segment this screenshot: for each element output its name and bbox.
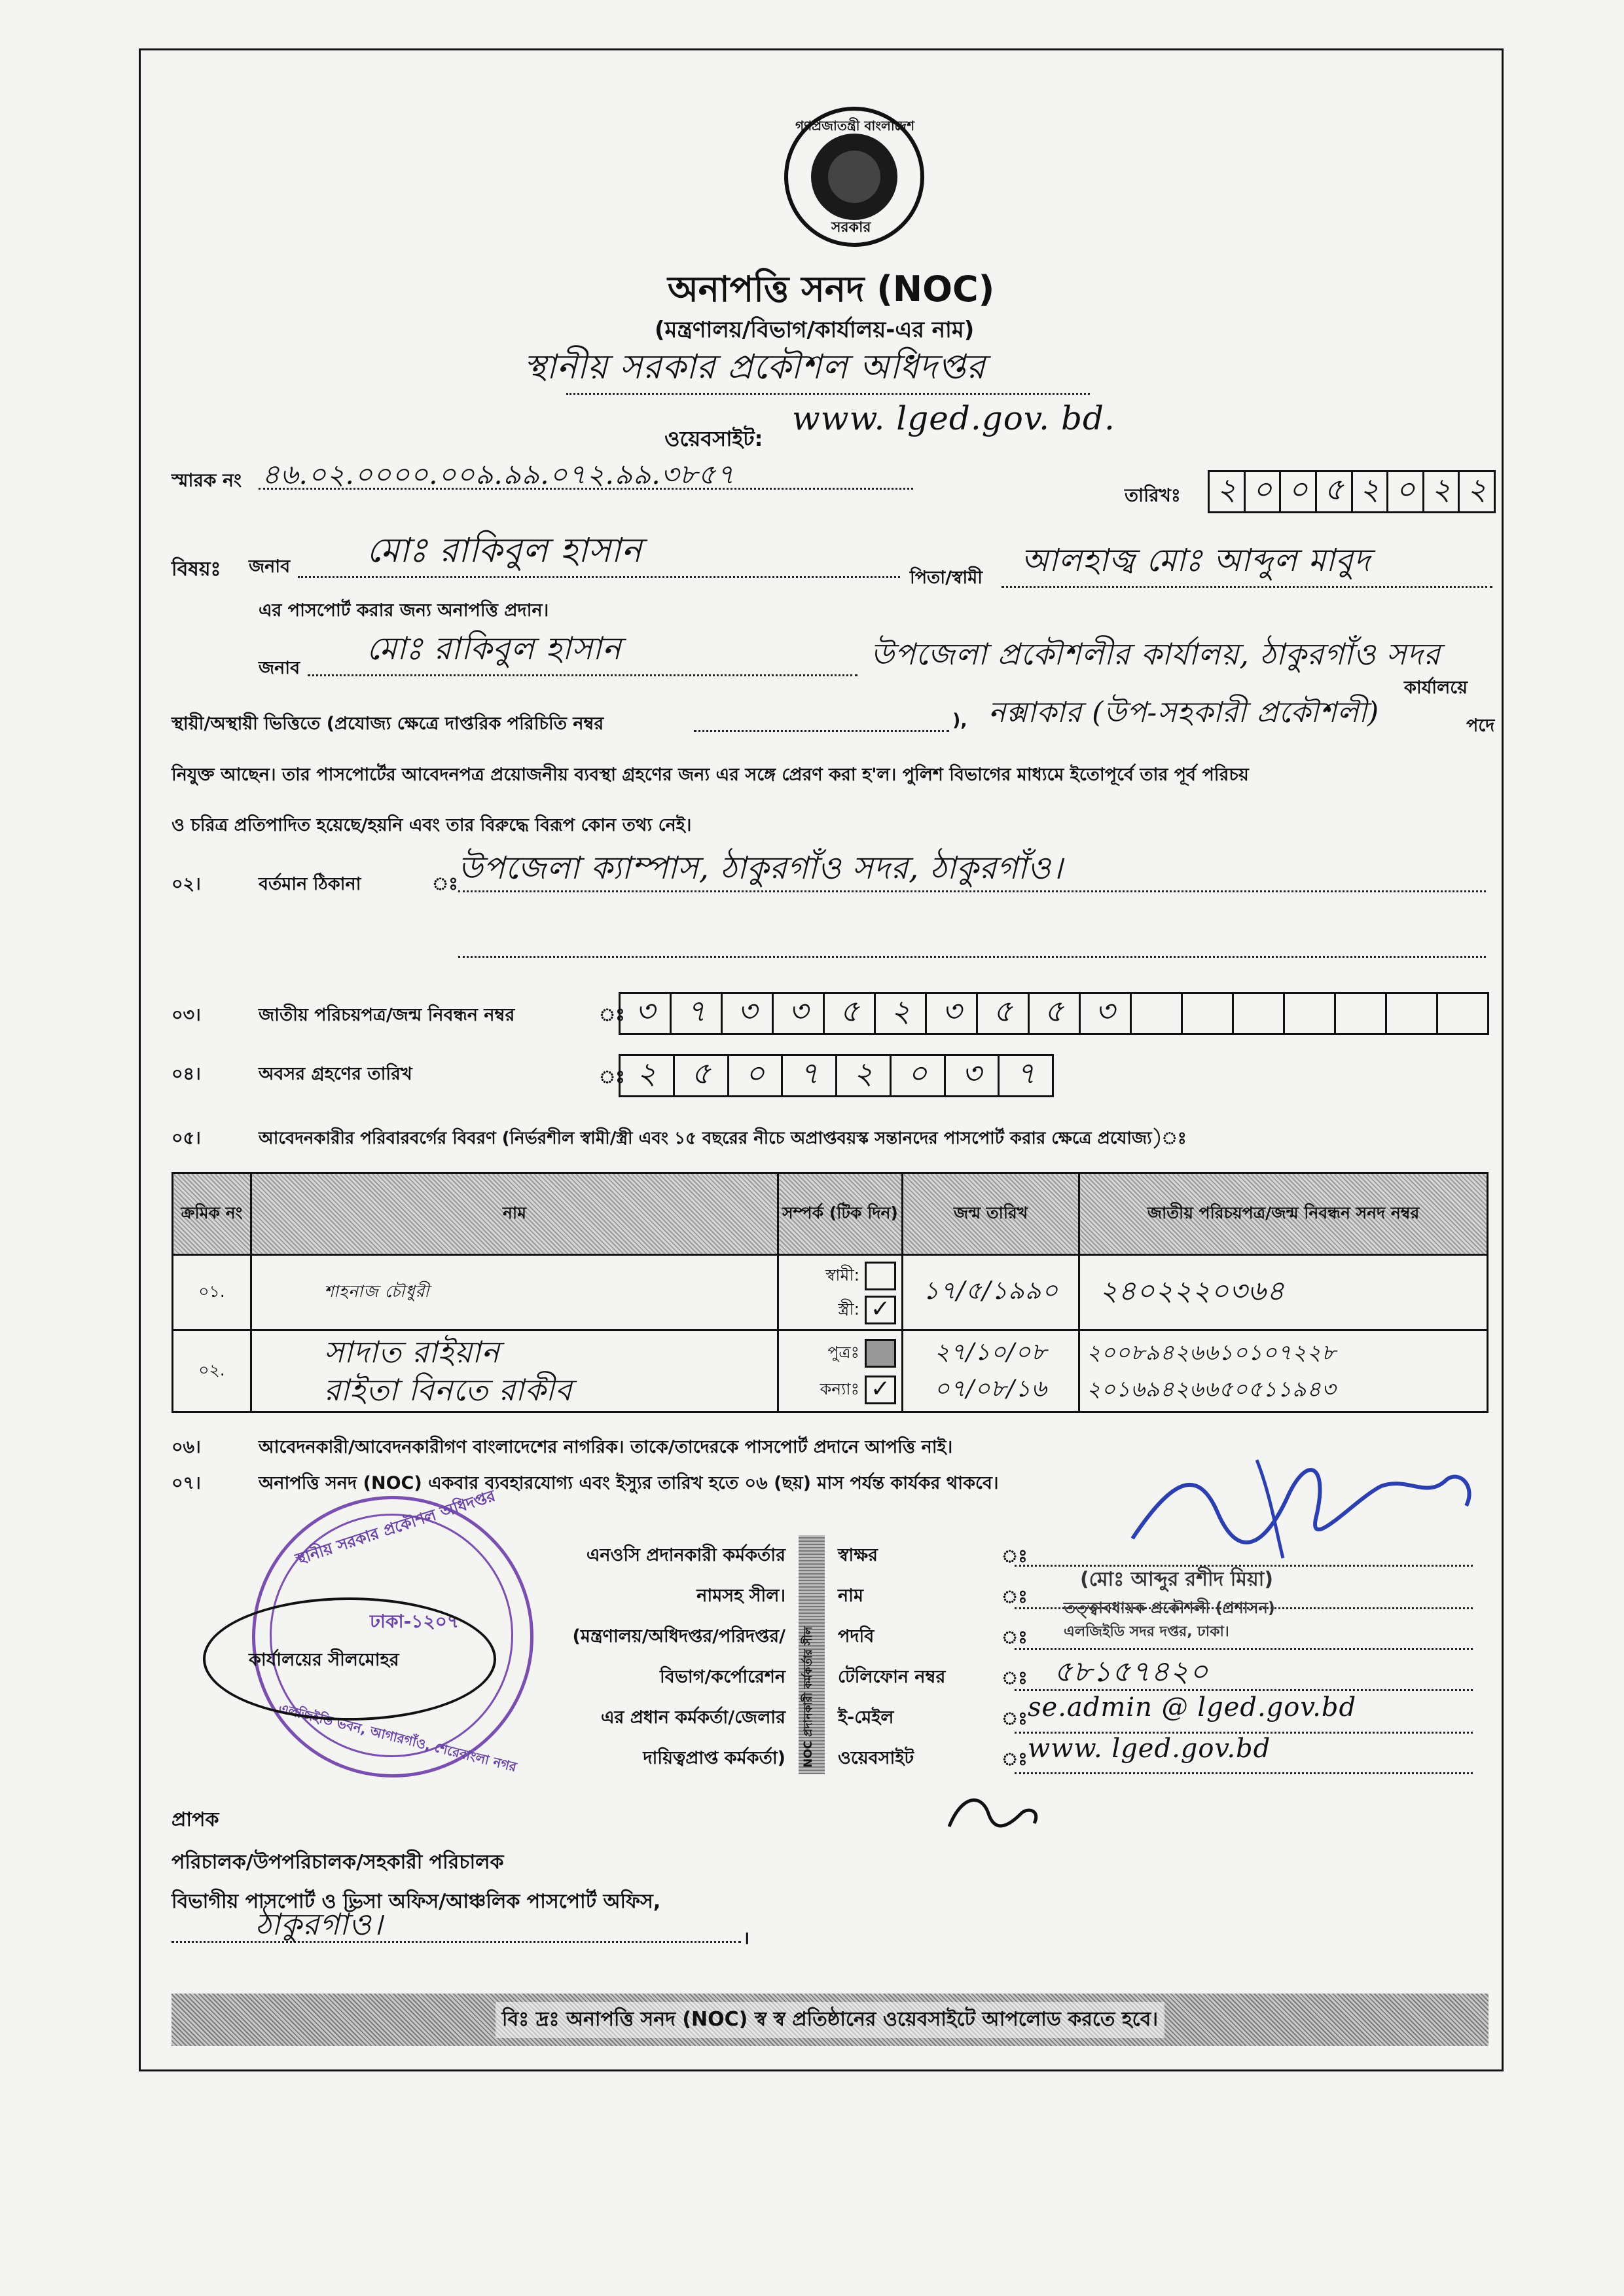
officer-website: www. lged.gov.bd: [1028, 1734, 1271, 1764]
seal-bottom-text: সরকার: [831, 219, 871, 236]
vertical-noc-label: NOC প্রদানকারী কর্মকর্তার সীল: [802, 1626, 815, 1768]
item-03-number: ০৩।: [171, 1005, 201, 1025]
item-04-number: ০৪।: [171, 1064, 201, 1084]
digit-box: ০: [1246, 472, 1282, 511]
post-handwritten: নক্সাকার (উপ-সহকারী প্রকৌশলী): [988, 696, 1380, 729]
website-handwritten: www. lged.gov. bd.: [792, 399, 1115, 437]
digit-box: [1387, 994, 1438, 1033]
janab-label: জনাব: [249, 556, 291, 577]
document-title: অনাপত্তি সনদ (NOC): [668, 268, 995, 310]
digit-box: ৭: [783, 1056, 837, 1095]
present-address-handwritten: উপজেলা ক্যাম্পাস, ঠাকুরগাঁও সদর, ঠাকুরগাঁও।: [458, 850, 1064, 886]
digit-box: ২: [837, 1056, 892, 1095]
officer-block-line: (মন্ত্রণালয়/অধিদপ্তর/পরিদপ্তর/: [572, 1626, 785, 1647]
official-id-line: [694, 730, 949, 732]
recipient-line-1: পরিচালক/উপপরিচালক/সহকারী পরিচালক: [171, 1851, 504, 1874]
officer-block-line: দায়িত্বপ্রাপ্ত কর্মকর্তা): [643, 1748, 785, 1768]
digit-box: [1438, 994, 1487, 1033]
digit-box: ২: [1424, 472, 1460, 511]
digit-box: [1336, 994, 1387, 1033]
item-06-label: আবেদনকারী/আবেদনকারীগণ বাংলাদেশের নাগরিক। তাকে/তাদেরকে পাসপোর্ট প্রদানে আপত্তি নাই।: [259, 1437, 953, 1457]
recipient-city-line: [171, 1941, 741, 1943]
paragraph-line-2: ও চরিত্র প্রতিপাদিত হয়েছে/হয়নি এবং তার বিরুদ্ধে বিরূপ কোন তথ্য নেই।: [171, 815, 692, 835]
relation-wife-checkbox[interactable]: ✓: [865, 1296, 896, 1324]
digit-box: [1234, 994, 1285, 1033]
row-dob-daughter: ০৭/০৮/১৬: [934, 1376, 1047, 1402]
item-07-number: ০৭।: [171, 1473, 201, 1493]
digit-box: ০: [892, 1056, 946, 1095]
office-name-line: [566, 393, 1090, 395]
father-name-handwritten: আলহাজ্ব মোঃ আব্দুল মাবুদ: [1021, 542, 1371, 579]
address-line-2: [458, 956, 1486, 958]
address-line-1: [458, 890, 1486, 892]
date-label: তারিখঃ: [1125, 484, 1181, 506]
digit-box: ৩: [946, 1056, 1000, 1095]
relation-son-label: পুত্রঃ: [827, 1343, 859, 1362]
memo-label: স্মারক নং: [171, 469, 242, 491]
stamp-office-text: স্থানীয় সরকার প্রকৌশল অধিদপ্তর: [293, 1486, 498, 1569]
digit-box: [1285, 994, 1336, 1033]
officer-block-line: এর প্রধান কর্মকর্তা/জেলার: [600, 1707, 785, 1728]
paragraph-line-1: নিযুক্ত আছেন। তার পাসপোর্টের আবেদনপত্র প্রয়োজনীয় ব্যবস্থা গ্রহণের জন্য এর সঙ্গে প্রেরণ করা হ'ল। পুলিশ বিভাগের মাধ্যমে ইতোপূর্বে তার পূর্ব পরিচয়: [171, 765, 1249, 785]
father-name-line: [1001, 586, 1492, 588]
digit-box: ৫: [1030, 994, 1081, 1033]
digit-box: ২: [1353, 472, 1389, 511]
row-name: শাহনাজ চৌধুরী: [251, 1255, 778, 1330]
header-name: নাম: [251, 1173, 778, 1255]
permanent-temporary-text: স্থায়ী/অস্থায়ী ভিত্তিতে (প্রযোজ্য ক্ষেত্রে দাপ্তরিক পরিচিতি নম্বর: [171, 714, 604, 734]
karjaloy-label: কার্যালয়ে: [1404, 678, 1468, 698]
office-handwritten: উপজেলা প্রকৌশলীর কার্যালয়, ঠাকুরগাঁও সদর: [871, 636, 1441, 672]
officer-name: (মোঃ আব্দুর রশীদ মিয়া): [1080, 1568, 1274, 1591]
recipient-line-2: বিভাগীয় পাসপোর্ট ও ভিসা অফিস/আঞ্চলিক পাসপোর্ট অফিস,: [171, 1890, 661, 1913]
stamp-address-text: এলজিইডি ভবন, আগারগাঁও, শেরেবাংলা নগর: [277, 1700, 518, 1775]
officer-block-line: এনওসি প্রদানকারী কর্মকর্তার: [586, 1545, 785, 1565]
item-05-number: ০৫।: [171, 1128, 201, 1148]
digit-box: ৩: [1081, 994, 1132, 1033]
row-dob: ১৭/৫/১৯৯০: [903, 1255, 1079, 1330]
digit-box: ০: [1388, 472, 1424, 511]
digit-box: ৩: [723, 994, 774, 1033]
table-row: [173, 1255, 1488, 1330]
row-serial: ০২.: [173, 1330, 251, 1412]
relation-wife-label: স্ত্রী:: [838, 1300, 859, 1319]
nid-number-boxes: [619, 992, 1489, 1035]
initial-signature-icon: [943, 1787, 1047, 1840]
subject-label: বিষয়ঃ: [171, 558, 221, 581]
item-04-label: অবসর গ্রহণের তারিখ: [259, 1064, 412, 1084]
applicant-name-handwritten: মোঃ রাকিবুল হাসান: [367, 531, 643, 570]
officer-block-line: নামসহ সীল।: [696, 1586, 785, 1606]
item-03-label: জাতীয় পরিচয়পত্র/জন্ম নিবন্ধন নম্বর: [259, 1005, 515, 1025]
digit-box: ৫: [675, 1056, 729, 1095]
memo-number: ৪৬.০২.০০০০.০০৯.৯৯.০৭২.৯৯.৩৮৫৭: [262, 458, 735, 490]
signature-field-label: পদবি: [838, 1626, 875, 1647]
row-id-daughter: ২০১৬৯৪২৬৬৫০৫১১৯৪৩: [1087, 1376, 1337, 1402]
table-row: [173, 1330, 1488, 1412]
signature-field-label: ই-মেইল: [838, 1707, 894, 1728]
pode-label: পদে: [1466, 716, 1495, 736]
janab-label-2: জনাব: [259, 658, 300, 678]
officer-title: তত্ত্বাবধায়ক প্রকৌশলী (প্রশাসন): [1064, 1599, 1275, 1617]
digit-box: ৩: [621, 994, 672, 1033]
digit-box: ৭: [672, 994, 723, 1033]
digit-box: ০: [729, 1056, 784, 1095]
website-label: ওয়েবসাইট:: [664, 426, 763, 451]
digit-box: ৩: [927, 994, 978, 1033]
signature-field-label: নাম: [838, 1586, 863, 1606]
digit-box: ৩: [774, 994, 825, 1033]
applicant-name-2-handwritten: মোঃ রাকিবুল হাসান: [367, 630, 622, 667]
applicant-name-2-line: [308, 674, 857, 676]
memo-line: [259, 488, 913, 490]
digit-box: ৫: [1317, 472, 1353, 511]
officer-signature-icon: [1119, 1440, 1486, 1571]
row-id-son: ২০০৮৯৪২৬৬১০১০৭২২৮: [1087, 1339, 1337, 1365]
digit-box: ০: [1281, 472, 1317, 511]
officer-office: এলজিইডি সদর দপ্তর, ঢাকা।: [1064, 1624, 1229, 1640]
family-table-header: [173, 1173, 1488, 1255]
digit-box: [1132, 994, 1183, 1033]
relation-husband-label: স্বামী:: [825, 1266, 859, 1285]
office-seal-label: কার্যালয়ের সীলমোহর: [249, 1650, 399, 1670]
row-dob-son: ২৭/১০/০৮: [934, 1339, 1047, 1366]
item-06-number: ০৬।: [171, 1437, 201, 1457]
officer-email: se.admin @ lged.gov.bd: [1028, 1692, 1357, 1722]
stamp-dhaka-text: ঢাকা-১২০৭: [370, 1611, 460, 1632]
digit-box: ২: [1210, 472, 1246, 511]
item-02-label: বর্তমান ঠিকানা: [259, 874, 361, 894]
header-relation: সম্পর্ক (টিক দিন): [778, 1173, 903, 1255]
header-serial: ক্রমিক নং: [173, 1173, 251, 1255]
digit-box: ৭: [1016, 1055, 1036, 1091]
footer-note: বিঃ দ্রঃ অনাপত্তি সনদ (NOC) স্ব স্ব প্রতিষ্ঠানের ওয়েবসাইটে আপলোড করতে হবে।: [496, 2002, 1164, 2038]
digit-box: ২: [621, 1056, 675, 1095]
header-dob: জন্ম তারিখ: [903, 1173, 1079, 1255]
digit-box: [1183, 994, 1234, 1033]
officer-block-line: বিভাগ/কর্পোরেশন: [660, 1667, 785, 1687]
header-id-number: জাতীয় পরিচয়পত্র/জন্ম নিবন্ধন সনদ নম্বর: [1079, 1173, 1488, 1255]
row-serial: ০১.: [173, 1255, 251, 1330]
passport-noc-line: এর পাসপোর্ট করার জন্য অনাপত্তি প্রদান।: [259, 600, 549, 621]
relation-daughter-checkbox[interactable]: ✓: [865, 1376, 896, 1404]
signature-field-label: ওয়েবসাইট: [838, 1748, 914, 1768]
relation-daughter-label: কন্যাঃ: [820, 1379, 859, 1398]
family-table: [171, 1172, 1489, 1413]
footer-note-band: [171, 1994, 1489, 2046]
row-name-daughter: রাইতা বিনতে রাকীব: [324, 1372, 573, 1408]
digit-box: ২: [876, 994, 927, 1033]
officer-block: [511, 1535, 785, 1779]
retirement-date-boxes: [619, 1054, 1054, 1097]
applicant-name-line: [298, 576, 900, 578]
father-label: পিতা/স্বামী: [910, 568, 983, 588]
signature-field-label: স্বাক্ষর: [838, 1545, 878, 1565]
date-boxes: [1208, 470, 1496, 513]
office-name-handwritten: স্থানীয় সরকার প্রকৌশল অধিদপ্তর: [524, 348, 986, 387]
item-07-label: অনাপত্তি সনদ (NOC) একবার ব্যবহারযোগ্য এবং ইস্যুর তারিখ হতে ০৬ (ছয়) মাস পর্যন্ত কার্যকর থাকবে।: [259, 1473, 999, 1493]
officer-phone: ৫৮১৫৭৪২০: [1054, 1655, 1209, 1688]
relation-husband-checkbox[interactable]: [865, 1262, 896, 1290]
seal-top-text: গণপ্রজাতন্ত্রী বাংলাদেশ: [795, 118, 915, 134]
row-id-number: ২৪০২২২০৩৬৪: [1079, 1255, 1488, 1330]
digit-box: ২: [1467, 471, 1487, 507]
relation-son-checkbox[interactable]: [865, 1339, 896, 1368]
document-subtitle: (মন্ত্রণালয়/বিভাগ/কার্যালয়-এর নাম): [655, 317, 975, 343]
signature-field-label: টেলিফোন নম্বর: [838, 1667, 946, 1687]
item-02-number: ০২।: [171, 874, 201, 894]
row-name-son: সাদাত রাইয়ান: [324, 1334, 500, 1370]
recipient-title: প্রাপক: [171, 1808, 219, 1831]
digit-box: ৫: [978, 994, 1029, 1033]
digit-box: ৫: [825, 994, 876, 1033]
recipient-city-handwritten: ঠাকুরগাঁও।: [255, 1906, 384, 1942]
item-05-label: আবেদনকারীর পরিবারবর্গের বিবরণ (নির্ভরশীল স্বামী/স্ত্রী এবং ১৫ বছরের নীচে অপ্রাপ্তবয়স্ক সন্তানদের পাসপোর্ট করার ক্ষেত্রে প্রযোজ্য)ঃ: [259, 1129, 1187, 1148]
signature-fields: স্বাক্ষর ঃ নাম ঃ পদবি ঃ টেলিফোন নম্বর ঃ ই-মেইল ঃ ওয়েবসাইট ঃ: [838, 1535, 945, 1779]
